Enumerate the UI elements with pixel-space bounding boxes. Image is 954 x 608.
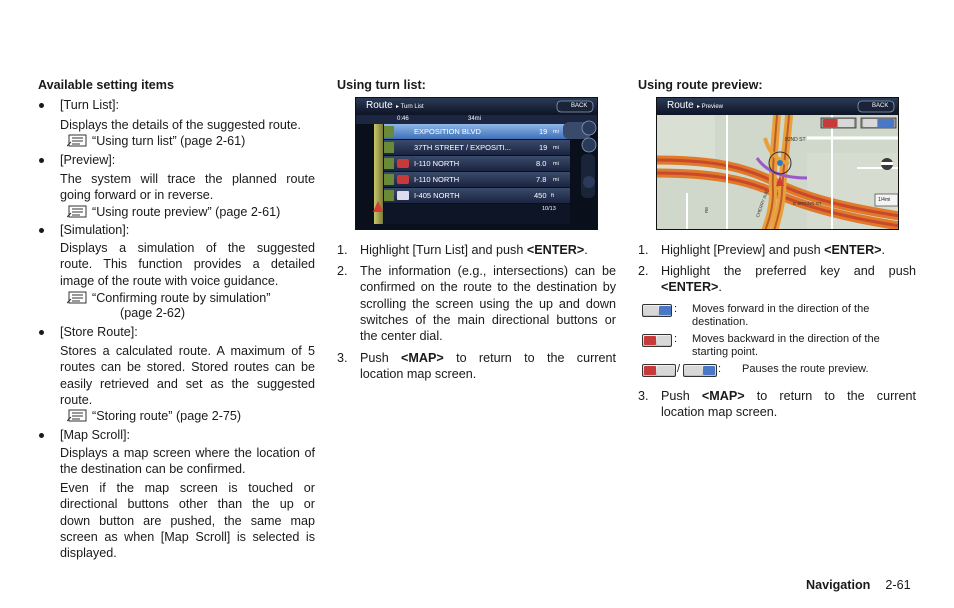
page-number: 2-61 <box>885 578 911 592</box>
forward-key-button <box>642 304 672 317</box>
road-label: 82ND ST <box>785 137 806 143</box>
turn-list-description: Displays the details of the suggested route. <box>60 118 301 132</box>
section-heading: Available setting items <box>38 78 175 92</box>
map-scale: 1/4mi <box>878 197 891 203</box>
fast-forward-icon <box>703 366 715 375</box>
turn-row-dist: 8.0 <box>536 159 547 168</box>
turn-row-unit: mi <box>553 145 559 151</box>
backward-key-desc: Moves backward in the direction of the <box>692 333 880 345</box>
turn-row-dist: 19 <box>539 127 548 136</box>
bullet-label: [Store Route]: <box>60 325 138 339</box>
turn-row-dist: 7.8 <box>536 175 547 184</box>
screen-breadcrumb: ▸ Turn List <box>396 104 424 110</box>
turn-row-name[interactable]: EXPOSITION BLVD <box>414 127 481 136</box>
fast-forward-icon <box>659 306 671 315</box>
back-button[interactable]: BACK <box>571 103 588 109</box>
reference-icon <box>67 134 89 147</box>
turn-row-unit: mi <box>553 161 559 167</box>
pause-icon <box>657 366 674 375</box>
road-label: RE <box>704 206 709 213</box>
page-footer <box>806 577 911 593</box>
footer-section: Navigation <box>806 578 871 592</box>
turn-list-screen <box>355 97 598 230</box>
backward-key-button <box>642 334 672 347</box>
bullet-dot <box>39 433 44 438</box>
backward-icon <box>657 336 671 345</box>
bullet-dot <box>39 158 44 163</box>
road-label: CHERRY AVE <box>754 189 770 219</box>
bullet-dot <box>39 103 44 108</box>
store-route-ref: “Storing route” (page 2-75) <box>67 408 241 424</box>
enter-key-label: <ENTER> <box>526 243 585 257</box>
reference-icon <box>67 205 89 218</box>
reference-icon <box>67 291 89 304</box>
pause-key-button-b <box>683 364 717 377</box>
route-preview-map <box>657 98 899 230</box>
simulation-ref: “Confirming route by simulation” <box>67 290 270 306</box>
turn-row-name[interactable]: I-405 NORTH <box>414 191 460 200</box>
enter-key-label: <ENTER> <box>661 280 719 295</box>
screen-page-counter: 10/13 <box>542 206 556 212</box>
pause-key-desc: Pauses the route preview. <box>742 363 869 375</box>
pause-key-button-a <box>642 364 676 377</box>
turn-row-name[interactable]: I-110 NORTH <box>414 159 460 168</box>
screen-distance: 34mi <box>468 116 482 122</box>
screen-title: Route <box>667 100 694 111</box>
map-key-label: <MAP> <box>401 351 444 365</box>
store-route-description: Stores a calculated route. A maximum of 5 routes can be stored. Stored routes can be easily retrieved and set as the suggested route. <box>60 344 315 407</box>
turn-row-name[interactable]: I-110 NORTH <box>414 175 460 184</box>
map-scroll-description: Displays a map screen where the location of the destination can be confirmed. <box>60 446 315 477</box>
reference-icon <box>67 409 89 422</box>
forward-key-desc: Moves forward in the direction of the <box>692 303 870 315</box>
forward-key-desc-2: destination. <box>692 316 749 328</box>
bullet-label: [Turn List]: <box>60 98 120 112</box>
rewind-icon <box>644 366 656 375</box>
section-heading: Using turn list: <box>337 78 426 92</box>
screen-title: Route <box>366 100 393 111</box>
screen-time: 0:46 <box>397 116 409 122</box>
enter-key-label: <ENTER> <box>824 243 882 257</box>
route-preview-screen <box>656 97 899 230</box>
backward-key-desc-2: starting point. <box>692 346 759 358</box>
screen-breadcrumb: ▸ Preview <box>697 104 724 110</box>
turn-row-unit: ft <box>551 193 555 199</box>
preview-ref: “Using route preview” (page 2-61) <box>67 204 280 220</box>
section-heading: Using route preview: <box>638 78 763 92</box>
preview-description: The system will trace the planned route going forward or in reverse. <box>60 172 315 203</box>
simulation-description: Displays a simulation of the suggested route. This function provides a detailed image of the route with voice guidance. <box>60 241 315 288</box>
bullet-label: [Preview]: <box>60 153 116 167</box>
forward-icon <box>644 306 658 315</box>
bullet-label: [Simulation]: <box>60 223 130 237</box>
road-label: E SPRING ST <box>793 201 822 206</box>
map-key-label: <MAP> <box>701 389 745 403</box>
bullet-label: [Map Scroll]: <box>60 428 130 442</box>
turn-row-dist: 19 <box>539 143 548 152</box>
bullet-dot <box>39 330 44 335</box>
turn-row-dist: 450 <box>534 191 547 200</box>
simulation-ref-page: (page 2-62) <box>120 306 186 320</box>
back-button[interactable]: BACK <box>872 103 889 109</box>
turn-row-unit: mi <box>553 177 559 183</box>
pause-icon <box>685 366 702 375</box>
bullet-dot <box>39 228 44 233</box>
map-scroll-note: Even if the map screen is touched or directional buttons other than the up or down button are pushed, the same map screen as when [Map Scroll] is selected is displayed. <box>60 481 315 561</box>
rewind-icon <box>644 336 656 345</box>
turn-row-unit: mi <box>553 129 559 135</box>
turn-list-ref: “Using turn list” (page 2-61) <box>67 133 245 149</box>
turn-row-name[interactable]: 37TH STREET / EXPOSITI... <box>414 143 511 152</box>
